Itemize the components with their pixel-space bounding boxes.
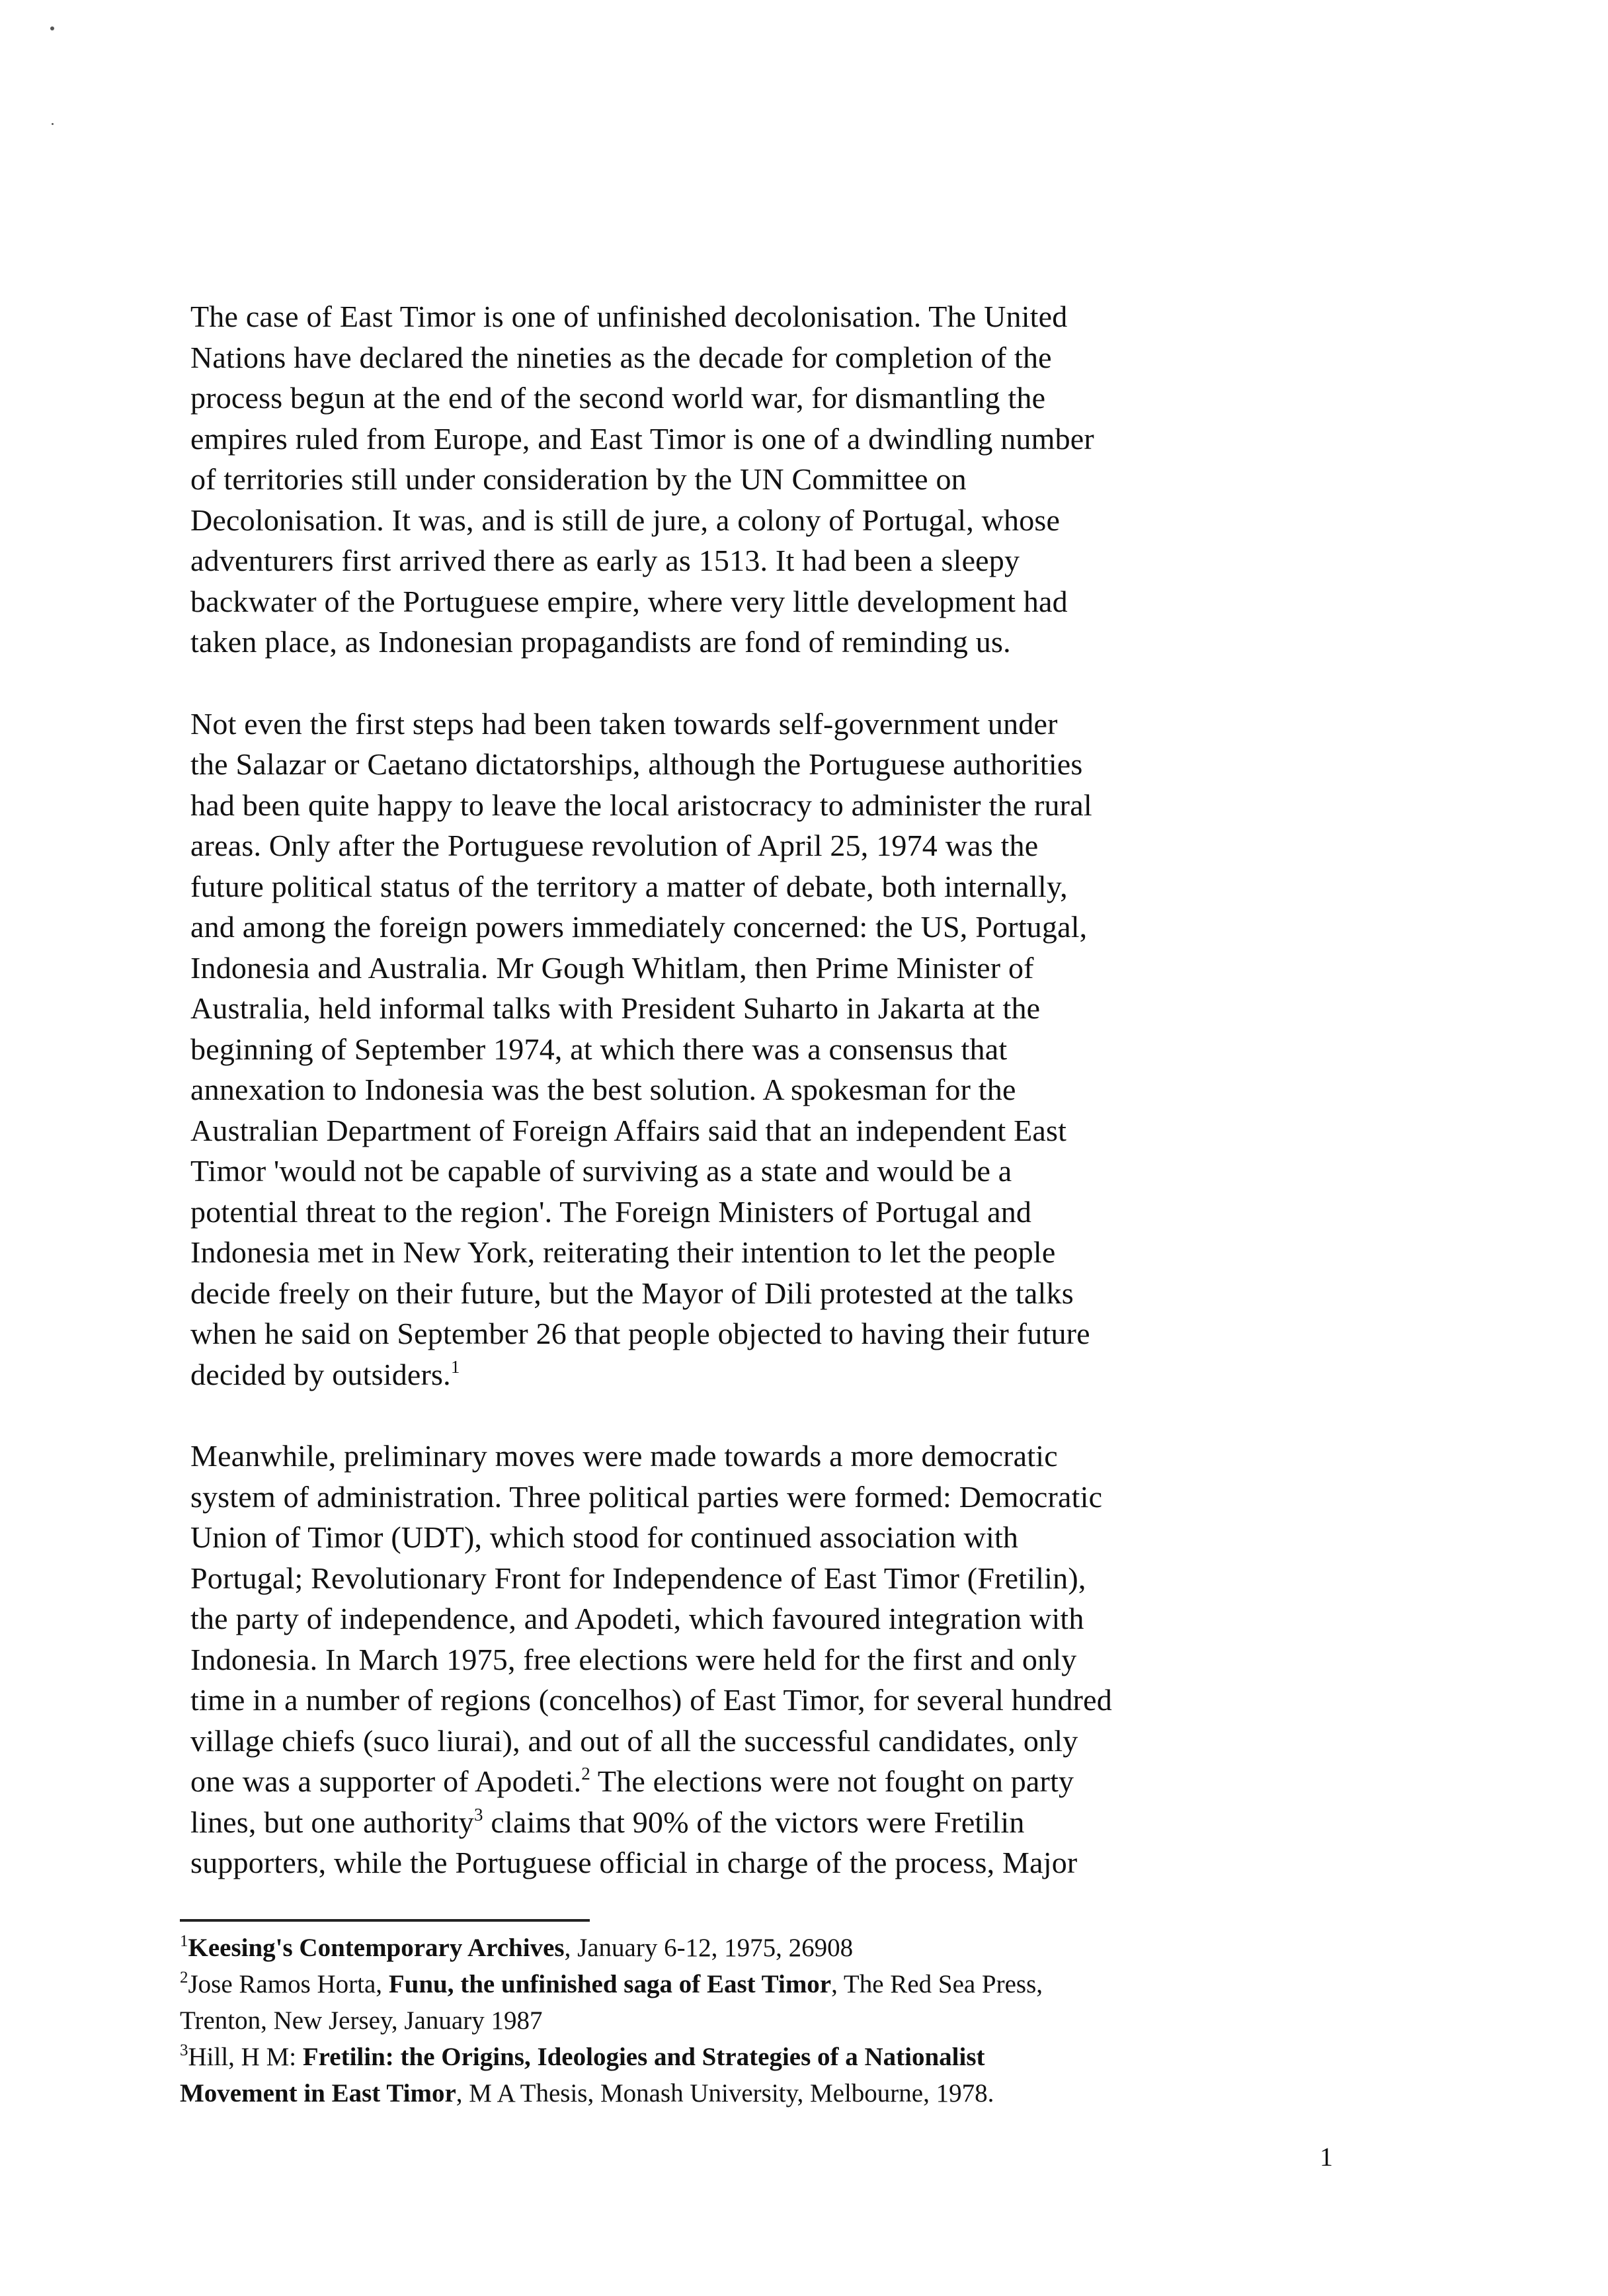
text-line — [190, 1761, 1354, 1802]
text-line: Indonesia and Australia. Mr Gough Whitlam, then Prime Minister of — [190, 950, 1034, 985]
footnote-2-continued: Trenton, New Jersey, January 1987 — [180, 2006, 543, 2035]
text-line: Union of Timor (UDT), which stood for continued association with — [190, 1520, 1019, 1554]
text-line: of territories still under consideration by the UN Committee on — [190, 462, 967, 496]
text-fragment: decided by outsiders. — [190, 1357, 451, 1391]
footnote-3 — [180, 2039, 1370, 2075]
text-line: Nations have declared the nineties as the decade for completion of the — [190, 340, 1052, 374]
footnote-text: Jose Ramos Horta, — [188, 1970, 389, 1998]
text-line — [190, 1354, 1354, 1395]
scan-speck — [50, 26, 54, 30]
footnote-text: Hill, H M: — [188, 2043, 303, 2071]
footnote-text: , The Red Sea Press, — [831, 1970, 1043, 1998]
text-line: village chiefs (suco liurai), and out of all the successful candidates, only — [190, 1723, 1078, 1758]
text-line: had been quite happy to leave the local aristocracy to administer the rural — [190, 788, 1092, 822]
paragraph-3 — [190, 1436, 1354, 1883]
text-line: potential threat to the region'. The Foreign Ministers of Portugal and — [190, 1194, 1032, 1229]
footnote-1 — [180, 1930, 1370, 1966]
footnote-number: 3 — [180, 2041, 188, 2059]
footnote-ref-2[interactable]: 2 — [581, 1764, 590, 1784]
text-line: Portugal; Revolutionary Front for Independence of East Timor (Fretilin), — [190, 1561, 1086, 1595]
text-line: Australian Department of Foreign Affairs said that an independent East — [190, 1113, 1067, 1147]
text-line: system of administration. Three political parties were formed: Democratic — [190, 1479, 1103, 1514]
footnote-separator — [180, 1919, 590, 1922]
footnotes — [180, 1930, 1370, 2112]
text-line: The case of East Timor is one of unfinished decolonisation. The United — [190, 300, 1068, 333]
text-line: Indonesia. In March 1975, free elections were held for the first and only — [190, 1642, 1077, 1676]
paragraph-1 — [190, 296, 1354, 663]
footnote-number: 2 — [180, 1969, 188, 1987]
footnote-ref-1[interactable]: 1 — [450, 1356, 460, 1377]
text-line: when he said on September 26 that people objected to having their future — [190, 1317, 1090, 1350]
footnote-title: Fretilin: the Origins, Ideologies and Strategies of a Nationalist — [302, 2043, 985, 2071]
text-fragment: one was a supporter of Apodeti. — [190, 1764, 582, 1798]
paragraph-2 — [190, 704, 1354, 1395]
text-line: empires ruled from Europe, and East Timor is one of a dwindling number — [190, 421, 1094, 456]
footnote-text: , M A Thesis, Monash University, Melbourne, 1978. — [456, 2079, 994, 2108]
text-line: Not even the first steps had been taken towards self-government under — [190, 706, 1058, 741]
body-text — [190, 296, 1354, 1883]
text-line: the party of independence, and Apodeti, which favoured integration with — [190, 1602, 1084, 1635]
text-line: future political status of the territory a matter of debate, both internally, — [190, 869, 1068, 903]
text-line: backwater of the Portuguese empire, where very little development had — [190, 584, 1068, 618]
text-line: Decolonisation. It was, and is still de jure, a colony of Portugal, whose — [190, 503, 1061, 537]
footnote-2 — [180, 1966, 1370, 2002]
footnote-title: Funu, the unfinished saga of East Timor — [388, 1970, 832, 1998]
text-line: Meanwhile, preliminary moves were made towards a more democratic — [190, 1439, 1058, 1473]
text-line: adventurers first arrived there as early as 1513. It had been a sleepy — [190, 544, 1020, 577]
scan-speck — [52, 123, 54, 125]
footnote-3-continued — [180, 2075, 1370, 2112]
text-line: beginning of September 1974, at which there was a consensus that — [190, 1032, 1008, 1066]
text-line: annexation to Indonesia was the best solution. A spokesman for the — [190, 1073, 1016, 1106]
text-line: time in a number of regions (concelhos) of East Timor, for several hundred — [190, 1683, 1112, 1717]
footnote-title: Keesing's Contemporary Archives — [188, 1934, 565, 1962]
footnote-number: 1 — [180, 1932, 188, 1950]
text-line — [190, 1802, 1354, 1843]
text-line: the Salazar or Caetano dictatorships, although the Portuguese authorities — [190, 747, 1083, 781]
footnote-ref-3[interactable]: 3 — [473, 1804, 483, 1824]
text-fragment: lines, but one authority — [190, 1805, 474, 1839]
text-line: Australia, held informal talks with President Suharto in Jakarta at the — [190, 991, 1041, 1025]
text-line: Timor 'would not be capable of surviving as a state and would be a — [190, 1154, 1012, 1188]
footnote-text: , January 6-12, 1975, 26908 — [564, 1934, 854, 1962]
text-line: areas. Only after the Portuguese revolution of April 25, 1974 was the — [190, 829, 1039, 862]
text-line: Indonesia met in New York, reiterating their intention to let the people — [190, 1235, 1056, 1269]
text-line: process begun at the end of the second world war, for dismantling the — [190, 381, 1046, 415]
text-line: and among the foreign powers immediately concerned: the US, Portugal, — [190, 910, 1088, 944]
text-line: supporters, while the Portuguese official in charge of the process, Major — [190, 1846, 1078, 1879]
text-line: decide freely on their future, but the Mayor of Dili protested at the talks — [190, 1276, 1074, 1310]
text-fragment: The elections were not fought on party — [590, 1764, 1074, 1798]
text-line: taken place, as Indonesian propagandists are fond of reminding us. — [190, 625, 1011, 659]
page-number: 1 — [1320, 2142, 1333, 2172]
text-fragment: claims that 90% of the victors were Fretilin — [483, 1805, 1025, 1839]
footnote-title: Movement in East Timor — [180, 2079, 456, 2108]
